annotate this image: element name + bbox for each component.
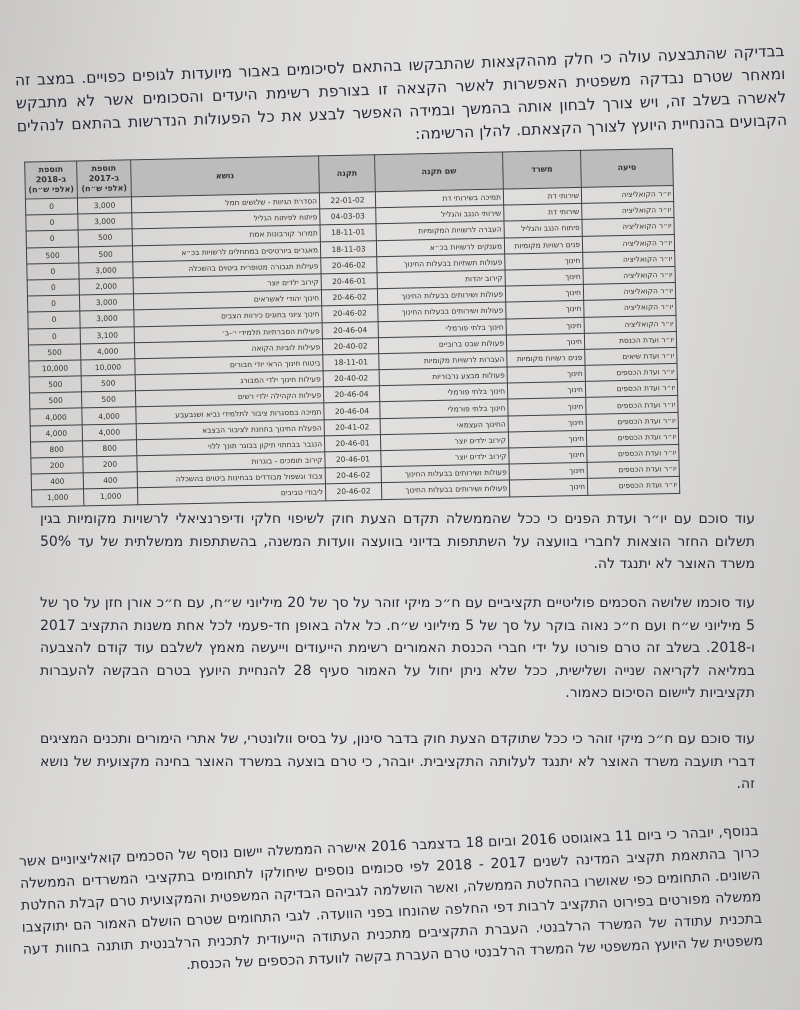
cell-budget-item-name: העברות לרשויות מקומיות bbox=[379, 351, 507, 370]
cell-subject: פיתוח לפיתוח הגליל bbox=[132, 209, 320, 229]
cell-budget-item: 18-11-01 bbox=[320, 224, 376, 241]
cell-faction: יו״ר ועדת הכספים bbox=[586, 412, 678, 430]
cell-faction: יו״ר הקואליציה bbox=[583, 266, 675, 284]
header-add-2017: תוספת ב-2017 (אלפי ש״ח) bbox=[77, 160, 132, 198]
cell-budget-item-name: פעולות ושירותים בבעלות החינוך bbox=[381, 480, 509, 499]
cell-faction: יו״ר ועדת הכספים bbox=[586, 396, 678, 414]
cell-subject: הסדרת הגיוות - שלושים חמל bbox=[131, 193, 319, 213]
cell-add-2018: 0 bbox=[25, 198, 77, 215]
cell-budget-item-name: פעולות ושירותים בבעלות החינוך bbox=[377, 286, 505, 305]
cell-ministry: חינוך bbox=[509, 463, 587, 481]
cell-add-2017: 3,000 bbox=[78, 213, 132, 230]
cell-subject: צבוד וגשפול מבודדים בבחינות ביטוים בהשכלה bbox=[137, 468, 325, 488]
cell-add-2018: 0 bbox=[27, 279, 79, 296]
cell-faction: יו״ר ועדת שיאים bbox=[585, 347, 677, 365]
cell-add-2017: 3,000 bbox=[79, 294, 133, 311]
cell-budget-item-name: החינוך העצמאי bbox=[380, 416, 508, 435]
cell-budget-item-name: חינוך בלתי פורמלי bbox=[379, 383, 507, 402]
cell-ministry: חינוך bbox=[508, 414, 586, 432]
cell-subject: ביטוח חינוך הראי יודי חבורים bbox=[135, 355, 323, 375]
cell-add-2017: 500 bbox=[81, 375, 135, 392]
cell-add-2017: 3,000 bbox=[80, 310, 134, 327]
paragraph-2 bbox=[40, 508, 755, 576]
cell-add-2017: 1,000 bbox=[84, 488, 138, 505]
cell-add-2018: 0 bbox=[26, 214, 78, 231]
paragraph-3 bbox=[40, 592, 755, 705]
paragraph-5-text: בנוסף, יובהר כי ביום 11 באוגוסט 2016 וביום 18 בדצמבר 2016 אישרה הממשלה יישום נוסף של הסכמים קואליציוניים אשר כרוך בהתאמת תקציב המדינה לשנים 2017 - 2018 לפי סכומים נוספים שיחולקו לתחומים בתקציבי המשרדים הממשלה השונים. התחומים כפי שאושרו בהחלטת הממשלה, ואשר הושלמה לגביהם הבדיקה המשפטית והמקצועית טרם קבלת החלטת ממשלה מפורטים בפירוט התקציב לרבות דפי החלפה שהונחו בפני הוועדה. לגבי התחומים שטרם הושלם האמור הם יתוקצבו בתכנית עתודה של המשרד הרלבנטי. העברת התקציבים מתכנית העתודה הייעודית לתכנית הרלבנטית תותנה בחוות דעה משפטית של היועץ המשפטי של המשרד הרלבנטי טרם העברת בקשה לוועדת הכספים של הכנסת. bbox=[18, 822, 764, 974]
cell-budget-item-name: העברה לרשויות המקומיות bbox=[376, 221, 504, 240]
header-faction: סיעה bbox=[581, 148, 674, 187]
cell-subject: פעילות הקהילה ילדי רשים bbox=[135, 387, 323, 407]
cell-budget-item: 20-46-02 bbox=[321, 256, 377, 273]
cell-subject: חינוך יהודי לאשראים bbox=[133, 290, 321, 310]
cell-add-2018: 500 bbox=[28, 344, 80, 361]
cell-faction: יו״ר הקואליציה bbox=[583, 250, 675, 268]
cell-subject: תמיכה במסגרות ציבור לתלמידי נביא ושנבעבע bbox=[136, 403, 324, 423]
cell-budget-item-name: חינוך בלתי פורמלי bbox=[378, 319, 506, 338]
header-add-2018: תוספת ב-2018 (אלפי ש״ח) bbox=[25, 161, 78, 199]
cell-faction: יו״ר הקואליציה bbox=[583, 283, 675, 301]
cell-subject: הנגבר בבחתוי תיקון בבוגר תונך ללוי bbox=[136, 436, 324, 456]
cell-budget-item-name: פעולות ושירותים בבעלות החינוך bbox=[378, 302, 506, 321]
paragraph-4 bbox=[40, 728, 755, 796]
cell-add-2018: 0 bbox=[26, 230, 78, 247]
header-budget-item: תקנה bbox=[319, 155, 376, 193]
cell-budget-item: 20-46-01 bbox=[325, 451, 381, 468]
cell-subject: פעילות חינוך ילדי המבורג bbox=[135, 371, 323, 391]
allocations-table-wrapper bbox=[24, 148, 679, 507]
cell-budget-item-name: קירוב ילדים יוצר bbox=[381, 448, 509, 467]
cell-add-2017: 4,000 bbox=[82, 423, 136, 440]
cell-budget-item: 22-01-02 bbox=[319, 192, 375, 209]
paragraph-5 bbox=[19, 820, 764, 983]
cell-add-2017: 400 bbox=[83, 472, 137, 489]
cell-add-2017: 3,000 bbox=[77, 197, 131, 214]
cell-budget-item: 20-40-02 bbox=[322, 337, 378, 354]
cell-add-2017: 4,000 bbox=[80, 342, 134, 359]
cell-subject: פעילות תגבורה מטופרית ביטוים בהשכלה bbox=[133, 258, 321, 278]
cell-budget-item: 20-46-01 bbox=[324, 434, 380, 451]
cell-budget-item-name: פעולות ושירותים בבעלות החינוך bbox=[381, 464, 509, 483]
cell-budget-item-name: קירוב יהדות bbox=[377, 270, 505, 289]
cell-add-2017: 500 bbox=[81, 391, 135, 408]
cell-budget-item: 20-46-01 bbox=[321, 273, 377, 290]
cell-ministry: חינוך bbox=[506, 333, 584, 351]
cell-ministry: חינוך bbox=[509, 446, 587, 464]
cell-budget-item: 18-11-03 bbox=[320, 240, 376, 257]
cell-budget-item: 20-46-02 bbox=[325, 483, 381, 500]
cell-ministry: חינוך bbox=[505, 285, 583, 303]
cell-faction: יו״ר ועדת הכנסת bbox=[584, 331, 676, 349]
cell-ministry: חינוך bbox=[508, 430, 586, 448]
paragraph-4-text: עוד סוכם עם ח״כ מיקי זוהר כי ככל שתוקדם הצעת חוק בדבר סינון, על בסיס וולונטרי, של אתרי הימורים ותכנים המציגים דברי תועבה משרד האוצר לא יתנגד לעלותה התקציבית. יובהר, כי טרם בוצעה במשרד האוצר בחינה מקצועית של נושא זה. bbox=[40, 731, 755, 792]
cell-faction: יו״ר ועדת הכספים bbox=[587, 461, 679, 479]
cell-subject: הפעלת החינוך בתחנת לציבור הבצבא bbox=[136, 419, 324, 439]
cell-add-2018: 500 bbox=[29, 392, 81, 409]
cell-add-2018: 500 bbox=[26, 247, 78, 264]
cell-ministry: חינוך bbox=[509, 479, 587, 497]
cell-budget-item: 04-03-03 bbox=[320, 208, 376, 225]
cell-subject: פעילות לוביות הקואה bbox=[134, 339, 322, 359]
cell-add-2017: 4,000 bbox=[82, 407, 136, 424]
cell-add-2018: 0 bbox=[27, 263, 79, 280]
cell-budget-item: 20-46-02 bbox=[322, 305, 378, 322]
cell-add-2017: 10,000 bbox=[81, 359, 135, 376]
cell-add-2018: 4,000 bbox=[30, 425, 82, 442]
cell-budget-item-name: פעולות תשתיות בבעלות החינוך bbox=[377, 254, 505, 273]
header-subject: נושא bbox=[131, 156, 320, 197]
cell-faction: יו״ר הקואליציה bbox=[582, 202, 674, 220]
cell-add-2017: 3,000 bbox=[79, 262, 133, 279]
cell-ministry: חינוך bbox=[505, 252, 583, 270]
cell-add-2018: 800 bbox=[31, 441, 83, 458]
cell-subject: קירוב ילדים יוצר bbox=[133, 274, 321, 294]
cell-add-2018: 1,000 bbox=[32, 489, 84, 506]
cell-ministry: חינוך bbox=[506, 317, 584, 335]
cell-add-2017: 500 bbox=[78, 245, 132, 262]
cell-ministry: חינוך bbox=[507, 365, 585, 383]
cell-add-2018: 500 bbox=[29, 376, 81, 393]
cell-subject: קירוב תומכים - בוגרות bbox=[137, 452, 325, 472]
cell-ministry: פנים רשויות מקומיות bbox=[504, 236, 582, 254]
header-budget-item-name: שם תקנה bbox=[375, 152, 504, 192]
cell-budget-item-name: חינוך בלתי פורמלי bbox=[380, 399, 508, 418]
cell-add-2018: 0 bbox=[28, 327, 80, 344]
cell-faction: יו״ר ועדת הכספים bbox=[586, 428, 678, 446]
cell-ministry: חינוך bbox=[508, 398, 586, 416]
cell-ministry: חינוך bbox=[506, 301, 584, 319]
cell-faction: יו״ר הקואליציה bbox=[582, 218, 674, 236]
cell-faction: יו״ר הקואליציה bbox=[584, 299, 676, 317]
cell-budget-item: 20-41-02 bbox=[324, 418, 380, 435]
cell-ministry: שירותי דת bbox=[504, 204, 582, 222]
cell-budget-item-name: תמיכה בשירותי דת bbox=[375, 189, 503, 208]
cell-budget-item-name: פעולות שבט ברוביים bbox=[378, 335, 506, 354]
cell-budget-item: 20-40-02 bbox=[323, 370, 379, 387]
cell-add-2017: 200 bbox=[83, 456, 137, 473]
paragraph-3-text: עוד סוכמו שלושה הסכמים פוליטיים תקציביים עם ח״כ מיקי זוהר על סך של 20 מיליוני ש״ח, עם ח״כ אורן חזן על סך של 5 מיליוני ש״ח ועם ח״כ נאוה בוקר על סך של 5 מיליוני ש״ח. כל אלה באופן חד-פעמי לכל אחת משנות התקציב 2017 ו-2018. בשלב זה טרם פורטו על ידי חברי הכנסת האמורים רשימת הייעודים וייעשה מאמץ לשלבם עוד קודם להצבעה במליאה לקריאה שנייה ושלישית, ככל שלא ניתן יחול על האמור סעיף 28 להנחיית היועץ בטרם הבקשה להעברות תקציביות ליישום הסיכום כאמור. bbox=[40, 595, 756, 701]
intro-paragraph bbox=[15, 40, 788, 161]
cell-budget-item-name: מענקים לרשויות בכ״א bbox=[376, 238, 504, 257]
cell-ministry: חינוך bbox=[505, 268, 583, 286]
cell-add-2017: 800 bbox=[83, 440, 137, 457]
cell-add-2018: 0 bbox=[27, 295, 79, 312]
cell-faction: יו״ר ועדת הכספים bbox=[585, 364, 677, 382]
cell-subject: פעילות הסברתיות תלמידי י׳-ב׳ bbox=[134, 322, 322, 342]
cell-add-2018: 400 bbox=[31, 473, 83, 490]
cell-faction: יו״ר ועדת הכספים bbox=[587, 477, 679, 495]
cell-add-2018: 200 bbox=[31, 457, 83, 474]
cell-budget-item: 20-46-04 bbox=[322, 321, 378, 338]
cell-ministry: פיתוח הנגב והגליל bbox=[504, 220, 582, 238]
cell-faction: יו״ר הקואליציה bbox=[584, 315, 676, 333]
cell-budget-item: 20-46-02 bbox=[321, 289, 377, 306]
cell-budget-item: 20-46-02 bbox=[325, 467, 381, 484]
intro-text: בבדיקה שהתבצעה עולה כי חלק מההקצאות שהתבקשו בהתאם לסיכומים באבור מיועדות לגופים כפויים. במצב זה ומאחר שטרם נבדקה משפטית האפשרות לאשר הקצאה זו בצורפת רשימת היעדים והסכומים אשר לא מתבקש לאשרה בשלב זה, ויש צורך לבחון אותה בהמשך ובמידה האפשר לבצע את כל הפעולות הנדרשות בהתאם לנהלים הקבועים בהנחיית היועץ לצורך הקצאתם. להלן הרשימה: bbox=[14, 41, 788, 144]
cell-faction: יו״ר ועדת הכספים bbox=[585, 380, 677, 398]
cell-faction: יו״ר הקואליציה bbox=[582, 234, 674, 252]
cell-add-2018: 0 bbox=[28, 311, 80, 328]
cell-subject: תמרור קורבונות אמת bbox=[132, 225, 320, 245]
cell-budget-item: 20-46-04 bbox=[323, 386, 379, 403]
cell-add-2018: 4,000 bbox=[30, 408, 82, 425]
header-ministry: משרד bbox=[503, 150, 582, 189]
cell-budget-item: 18-11-01 bbox=[323, 354, 379, 371]
cell-faction: יו״ר הקואליציה bbox=[581, 185, 673, 203]
cell-add-2018: 10,000 bbox=[29, 360, 81, 377]
cell-ministry: שירותי דת bbox=[503, 187, 581, 205]
cell-subject: מאגרים ביורטיסים במתחלים לרשויות בכ״א bbox=[132, 241, 320, 261]
cell-budget-item-name: פעולות מבצע גרבוריות bbox=[379, 367, 507, 386]
paragraph-2-text: עוד סוכם עם יו״ר ועדת הפנים כי ככל שהממשלה תקדם הצעת חוק לשיפוי חלקי ודיפרנציאלי לרשויות מקומיות בגין תשלום החזר הוצאות לחברי בוועצה על השתתפות בדיוני בוועצה וועדות המשנה, בהשתתפות ממשלתית של עד 50% משרד האוצר לא יתנגד לה. bbox=[40, 511, 755, 572]
allocations-table bbox=[24, 148, 680, 507]
cell-budget-item-name: שירותי הנגב והגליל bbox=[376, 205, 504, 224]
cell-add-2017: 500 bbox=[78, 229, 132, 246]
cell-budget-item-name: קירוב ילדים יוצר bbox=[380, 432, 508, 451]
cell-subject: ליבודי טביבים bbox=[138, 484, 326, 504]
cell-ministry: חינוך bbox=[507, 382, 585, 400]
cell-budget-item: 20-46-04 bbox=[324, 402, 380, 419]
cell-faction: יו״ר ועדת הכספים bbox=[587, 444, 679, 462]
cell-subject: חינוך ציוני בחוגים כירוות הצבים bbox=[134, 306, 322, 326]
cell-add-2017: 3,100 bbox=[80, 326, 134, 343]
cell-ministry: פנים רשויות מקומיות bbox=[507, 349, 585, 367]
cell-add-2017: 2,000 bbox=[79, 278, 133, 295]
table-body bbox=[25, 185, 679, 506]
